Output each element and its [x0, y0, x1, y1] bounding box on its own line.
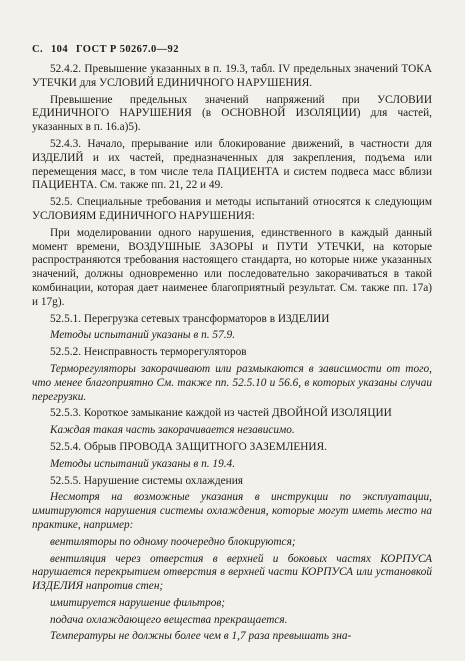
section-heading: 52.5.1. Перегрузка сетевых трансформаторов в ИЗДЕЛИИ — [50, 312, 330, 325]
paragraph: 52.5. Специальные требования и методы испытаний относятся к следующим УСЛОВИЯМ ЕДИНИЧНОГО НАРУШЕНИЯ: — [32, 196, 432, 222]
standard-code: ГОСТ Р 50267.0—92 — [75, 44, 179, 55]
test-method-note: Каждая такая часть закорачивается независимо. — [50, 424, 295, 437]
paragraph: Превышение предельных значений напряжений при УСЛОВИИ ЕДИНИЧНОГО НАРУШЕНИЯ (в ОСНОВНОЙ ИЗОЛЯЦИИ) для частей, указанных в п. 16.а)5). — [32, 93, 432, 134]
page-number: 104 — [51, 44, 68, 55]
page-header — [32, 44, 432, 55]
section-heading: 52.5.4. Обрыв ПРОВОДА ЗАЩИТНОГО ЗАЗЕМЛЕНИЯ. — [50, 440, 327, 453]
test-method-note: Методы испытаний указаны в п. 19.4. — [50, 457, 236, 470]
list-item: подача охлаждающего вещества прекращается. — [50, 613, 288, 626]
document-body — [32, 63, 432, 647]
test-method-note: Несмотря на возможные указания в инструкции по эксплуатации, имитируются нарушения системы охлаждения, которые могут иметь место на практике, например: — [32, 491, 432, 531]
test-method-note: Методы испытаний указаны в п. 57.9. — [50, 329, 236, 342]
list-item: имитируется нарушение фильтров; — [50, 596, 226, 609]
list-item: вентиляторы по одному поочередно блокируются; — [50, 535, 296, 548]
section-heading: 52.5.3. Короткое замыкание каждой из частей ДВОЙНОЙ ИЗОЛЯЦИИ — [50, 407, 392, 420]
paragraph: 52.4.2. Превышение указанных в п. 19.3, табл. IV предельных значений ТОКА УТЕЧКИ для УСЛОВИЙ ЕДИНИЧНОГО НАРУШЕНИЯ. — [32, 63, 432, 89]
test-method-note: Терморегуляторы закорачивают или размыкаются в зависимости от того, что менее благоприятно См. также пп. 52.5.10 и 56.6, в которых указаны случаи перегрузки. — [32, 362, 432, 403]
section-heading: 52.5.5. Нарушение системы охлаждения — [50, 474, 243, 487]
test-method-note: Температуры не должны более чем в 1,7 раза превышать зна- — [50, 630, 352, 643]
paragraph: 52.4.3. Начало, прерывание или блокирование движений, в частности для ИЗДЕЛИЙ и их частей, предназначенных для закрепления, подъема или перемещения масс, в том числе тела ПАЦИЕНТА и систем подвеса масс вблизи ПАЦИЕНТА. См. также пп. 21, 22 и 49. — [32, 137, 432, 192]
section-heading: 52.5.2. Неисправность терморегуляторов — [50, 346, 247, 359]
paragraph: При моделировании одного нарушения, единственного в каждый данный момент времени, ВОЗДУШНЫЕ ЗАЗОРЫ и ПУТИ УТЕЧКИ, на которые распространяются требования настоящего стандарта, но которые ниже указанных значений, должны одновременно или последовательно закорачиваться в такой комбинации, которая дает наименее благоприятный результат. См. также пп. 17а) и 17g). — [32, 226, 432, 308]
list-item: вентиляция через отверстия в верхней и боковых частях КОРПУСА нарушается перекрытием отверстия в верхней части КОРПУСА или установкой ИЗДЕЛИЯ напротив стен; — [32, 552, 432, 593]
page-prefix: С. — [32, 44, 44, 55]
